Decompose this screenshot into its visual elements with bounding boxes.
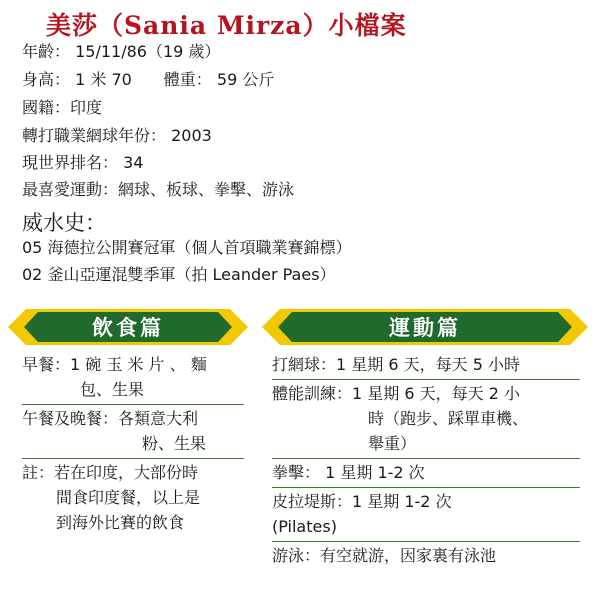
exercise-banner-label: 運動篇	[389, 316, 461, 340]
diet-banner	[8, 307, 248, 347]
exercise-fitness-line-3: 舉重）	[368, 434, 417, 453]
diet-breakfast-line-2: 包、生果	[80, 380, 145, 399]
diet-list	[22, 351, 244, 537]
age-line: 年齡： 15/11/86（19 歲）	[22, 42, 221, 61]
exercise-pilates-line-2: (Pilates)	[272, 517, 337, 536]
diet-lunch-line-2: 粉、生果	[142, 434, 207, 453]
page-title: 美莎（Sania Mirza）小檔案	[46, 11, 407, 40]
exercise-fitness-line-1: 體能訓練：1 星期 6 天，每天 2 小	[272, 384, 520, 403]
exercise-row-boxing	[272, 459, 580, 488]
exercise-row-pilates	[272, 488, 580, 542]
favorite-sports-line: 最喜愛運動：網球、板球、拳擊、游泳	[22, 180, 295, 199]
history-heading: 威水史：	[22, 211, 106, 235]
exercise-pilates-line-1: 皮拉堤斯：1 星期 1-2 次	[272, 492, 452, 511]
diet-banner-label: 飲食篇	[92, 316, 164, 340]
exercise-swimming-line: 游泳：有空就游，因家裏有泳池	[272, 546, 497, 565]
exercise-boxing-line: 拳擊： 1 星期 1-2 次	[272, 463, 425, 482]
history-item-1: 05 海德拉公開賽冠軍（個人首項職業賽錦標）	[22, 238, 352, 257]
exercise-banner	[262, 307, 588, 347]
diet-note-line-2: 間食印度餐，以上是	[56, 488, 201, 507]
diet-lunch-line-1: 午餐及晚餐：各類意大利	[22, 409, 199, 428]
nationality-line: 國籍：印度	[22, 98, 103, 117]
exercise-fitness-line-2: 時（跑步、踩單車機、	[368, 409, 529, 428]
turned-pro-line: 轉打職業網球年份： 2003	[22, 126, 212, 145]
diet-row-note	[22, 459, 244, 537]
exercise-tennis-line: 打網球：1 星期 6 天，每天 5 小時	[272, 355, 520, 374]
exercise-row-swimming	[272, 542, 580, 570]
exercise-list	[272, 351, 580, 570]
diet-note-line-3: 到海外比賽的飲食	[56, 513, 185, 532]
diet-row-lunch-dinner	[22, 405, 244, 459]
history-item-2: 02 釜山亞運混雙季軍（拍 Leander Paes）	[22, 265, 336, 284]
diet-row-breakfast	[22, 351, 244, 405]
diet-note-line-1: 註：若在印度，大部份時	[22, 463, 199, 482]
exercise-row-fitness	[272, 380, 580, 459]
height-weight-line: 身高： 1 米 70 體重： 59 公斤	[22, 70, 275, 89]
ranking-line: 現世界排名： 34	[22, 153, 144, 172]
exercise-row-tennis	[272, 351, 580, 380]
diet-breakfast-line-1: 早餐：1 碗 玉 米 片 、 麵	[22, 355, 207, 374]
